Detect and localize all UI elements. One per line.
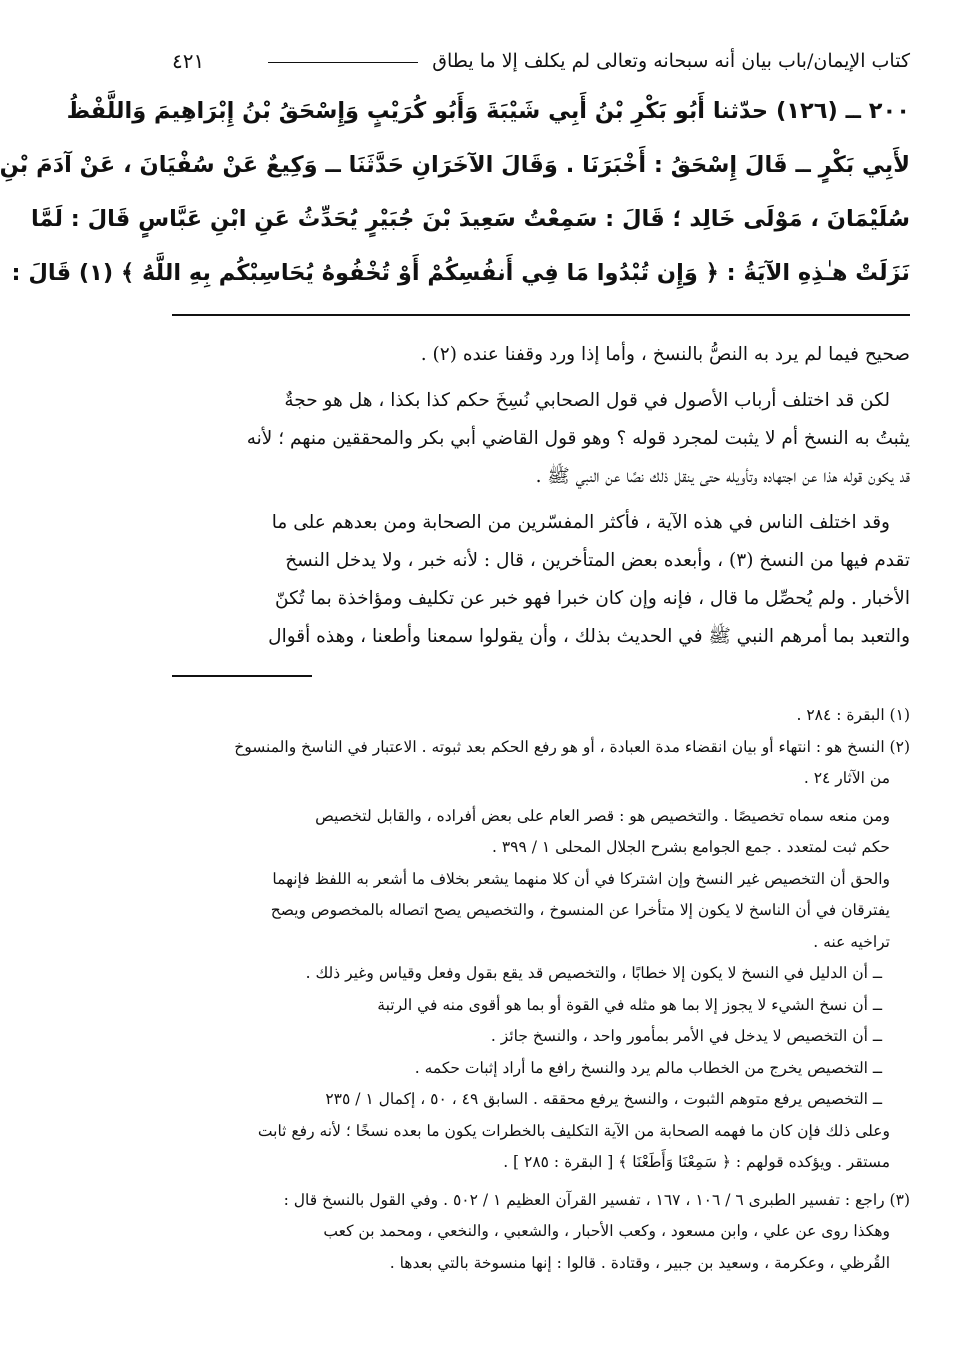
section-divider — [172, 314, 910, 316]
footnote-line: ومن منعه سماه تخصيصًا . والتخصيص هو : قصر العام على بعض أفراده ، والقابل لتخصيص — [315, 806, 890, 825]
footnote-line: وهكذا روى عن علي ، وابن مسعود ، وكعب الأحبار ، والشعبي ، والنخعي ، ومحمد بن كعب — [323, 1222, 890, 1240]
hadith-text — [0, 84, 910, 300]
footnote-line: تراخيه عنه . — [813, 932, 890, 951]
commentary-line: يثبتُ به النسخ أم لا يثبت لمجرد قوله ؟ وهو قول القاضي أبي بكر والمحققين منهم ؛ لأنه — [246, 428, 910, 449]
footnote-line: ــ أن التخصيص لا يدخل في الأمر بمأمور واحد ، والنسخ جائز . — [490, 1027, 882, 1045]
footnote-line: والحق أن التخصيص غير النسخ وإن اشتركا في أن كلا منهما يشعر بخلاف ما أشعر به اللفظ فإنهما — [272, 869, 890, 888]
commentary-text — [172, 336, 910, 656]
footnote-line: ــ أن نسخ الشيء لا يجوز إلا بما هو مثله في القوة أو بما هو أقوى منه في الرتبة — [377, 995, 882, 1014]
commentary-line: لكن قد اختلف أرباب الأصول في قول الصحابي نُسِخَ حكم كذا بكذا ، هل هو حجةٌ — [284, 390, 890, 411]
footnote-line: (٢) النسخ هو : انتهاء أو بيان انقضاء مدة العبادة ، أو هو رفع الحكم بعد ثبوته . الاعتبار في الناسخ والمنسوخ — [234, 737, 910, 756]
footnote-line: (١) البقرة : ٢٨٤ . — [796, 706, 910, 724]
commentary-line: وقد اختلف الناس في هذه الآية ، فأكثر المفسّرين من الصحابة ومن بعدهم على ما — [271, 512, 890, 533]
footnote-line: من الآثار ٢٤ . — [803, 769, 890, 787]
commentary-line: صحيح فيما لم يرد به النصُّ بالنسخ ، وأما إذا ورد وقفنا عنده (٢) . — [420, 344, 910, 365]
footnote-line: مستقر . ويؤكده قولهم : ﴿ سَمِعْنَا وَأَطَعْنَا ﴾ [ البقرة : ٢٨٥ ] . — [503, 1153, 890, 1171]
page-number: ٤٢١ — [172, 49, 205, 73]
page-header — [172, 44, 910, 78]
hadith-line: نَزَلَتْ هـٰذِهِ الآيَةُ : ﴿ وَإِن تُبْدُوا مَا فِي أَنفُسِكُمْ أَوْ تُخْفُوهُ يُحَاسِبْكُم بِهِ اللَّهُ ﴾ (١) قَالَ : — [11, 260, 910, 286]
hadith-line: لأَبِي بَكْرٍ ــ قَالَ إِسْحَقُ : أَخْبَرَنَا . وَقَالَ الآخَرَانِ حَدَّثَنَا ــ وَكِيعٌ عَنْ سُفْيَانَ ، عَنْ آدَمَ بْنِ — [0, 152, 910, 178]
footnote-line: ــ أن الدليل في النسخ لا يكون إلا خطابًا ، والتخصيص قد يقع بقول وفعل وقياس وغير ذلك . — [305, 964, 882, 982]
commentary-line: الأخبار . ولم يُحصِّل ما قال ، فإنه وإن كان خبرا فهو خبر عن تكليف ومؤاخذة بما تُكنّ — [274, 588, 910, 609]
footnote-line: يفترقان في أن الناسخ لا يكون إلا متأخرا عن المنسوخ ، والتخصيص يصح اتصاله بالمخصوص ويصح — [270, 901, 890, 919]
commentary-line: تقدم فيها من النسخ (٣) ، وأبعده بعض المتأخرين ، قال : لأنه خبر ، ولا يدخل النسخ — [285, 550, 910, 571]
footnote-line: القُرظي ، وعكرمة ، وسعيد بن جبير ، وقتادة . قالوا : إنها منسوخة بالتي بعدها . — [389, 1253, 890, 1272]
running-title: كتاب الإيمان/باب بيان أنه سبحانه وتعالى لم يكلف إلا ما يطاق — [432, 50, 910, 72]
footnote-line: حكم ثبت لمتعدد . جمع الجوامع بشرح الجلال المحلى ١ / ٣٩٩ . — [491, 838, 890, 856]
hadith-line: سُلَيْمَانَ ، مَوْلَى خَالِد ؛ قَالَ : سَمِعْتُ سَعِيدَ بْنَ جُبَيْرٍ يُحَدِّثُ عَنِ ابْنِ عَبَّاسٍ قَالَ : لَمَّا — [30, 206, 910, 232]
footnote-line: ــ التخصيص يرفع متوهم الثبوت ، والنسخ يرفع محققه . السابق ٤٩ ، ٥٠ ، إكمال ١ / ٢٣٥ — [325, 1090, 882, 1108]
footnote-line: وعلى ذلك فإن كان ما فهمه الصحابة من الآية التكليف بالخطرات يكون ما بعده نسخًا ؛ لأنه رفع ثابت — [257, 1121, 890, 1140]
footnotes — [172, 700, 910, 1279]
footnote-divider — [172, 675, 312, 677]
running-header — [254, 50, 910, 72]
commentary-line: قد يكون قوله هذا عن اجتهاده وتأويله حتى ينقل ذلك نصًا عن النبي ﷺ . — [535, 466, 910, 487]
footnote-line: (٣) راجع : تفسير الطبرى ٦ / ١٠٦ ، ١٦٧ ، تفسير القرآن العظيم ١ / ٥٠٢ . وفي القول بالنسخ قال : — [283, 1190, 910, 1209]
hadith-line: ٢٠٠ ــ (١٢٦) حدّثنا أَبُو بَكْرِ بْنُ أَبِي شَيْبَةَ وَأَبُو كُرَيْبٍ وَإِسْحَقُ بْنُ إِبْرَاهِيمَ وَاللَّفْظُ — [66, 98, 910, 124]
commentary-line: والتعبد بما أمرهم النبي ﷺ في الحديث بذلك ، وأن يقولوا سمعنا وأطعنا ، وهذه أقوال — [268, 626, 910, 647]
footnote-line: ــ التخصيص يخرج من الخطاب مالم يرد والنسخ رافع ما أراد إثبات حكمه . — [414, 1058, 882, 1077]
header-rule — [268, 62, 418, 63]
